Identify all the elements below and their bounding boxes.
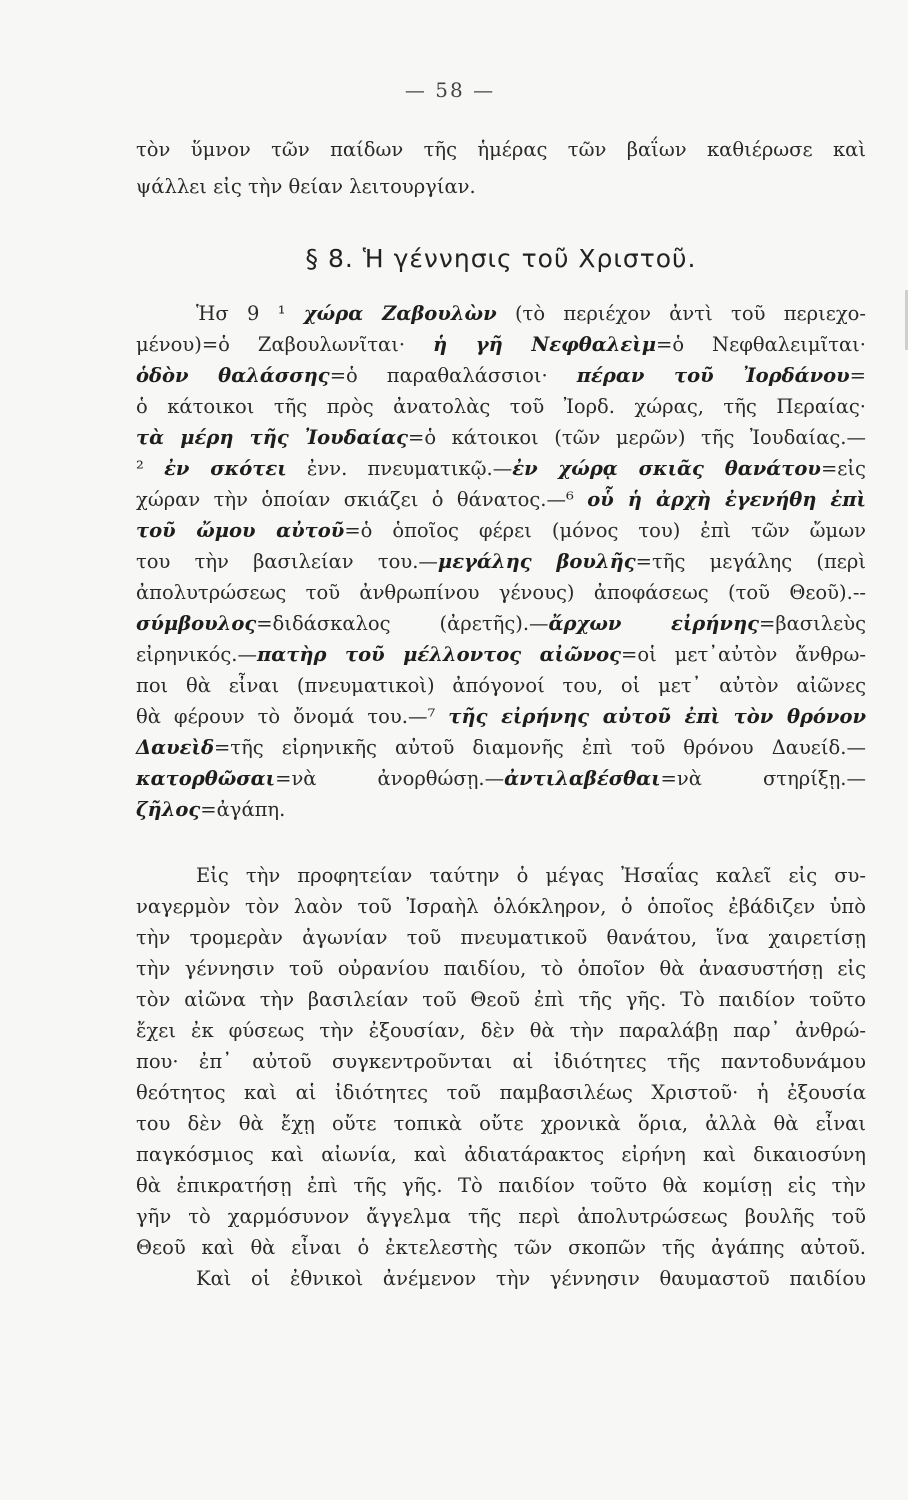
commentary-line: ἀπολυτρώσεως τοῦ ἀνθρωπίνου γένους) ἀποφάσεως (τοῦ Θεοῦ).-- [136, 581, 866, 604]
body-line: τὴν γέννησιν τοῦ οὐρανίου παιδίου, τὸ ὁποῖον θὰ ἀνασυστήσῃ εἰς [136, 957, 866, 980]
commentary-line: ² ἐν σκότει ἐνν. πνευματικῷ.—ἐν χώρᾳ σκιᾶς θανάτου=εἰς [136, 457, 866, 480]
body-line: Καὶ οἱ ἐθνικοὶ ἀνέμενον τὴν γέννησιν θαυμαστοῦ παιδίου [196, 1267, 866, 1290]
body-line: Εἰς τὴν προφητείαν ταύτην ὁ μέγας Ἠσαΐας καλεῖ εἰς συ- [196, 864, 866, 887]
commentary-line: χώραν τὴν ὁποίαν σκιάζει ὁ θάνατος.—⁶ οὗ ἡ ἀρχὴ ἐγενήθη ἐπὶ [136, 488, 866, 511]
commentary-line: τοῦ ὤμου αὐτοῦ=ὁ ὁποῖος φέρει (μόνος του) ἐπὶ τῶν ὤμων [136, 519, 866, 542]
body-line: τὴν τρομερὰν ἀγωνίαν τοῦ πνευματικοῦ θανάτου, ἵνα χαιρετίσῃ [136, 926, 866, 949]
commentary-line: θὰ φέρουν τὸ ὄνομά του.—⁷ τῆς εἰρήνης αὐτοῦ ἐπὶ τὸν θρόνον [136, 705, 866, 728]
commentary-line: σύμβουλος=διδάσκαλος (ἀρετῆς).—ἄρχων εἰρήνης=βασιλεὺς [136, 612, 866, 635]
commentary-line: κατορθῶσαι=νὰ ἀνορθώσῃ.—ἀντιλαβέσθαι=νὰ στηρίξῃ.— [136, 767, 866, 790]
body-line: ἔχει ἐκ φύσεως τὴν ἐξουσίαν, δὲν θὰ τὴν παραλάβῃ παρ᾽ ἀνθρώ- [136, 1019, 866, 1042]
commentary-line: ὁ κάτοικοι τῆς πρὸς ἀνατολὰς τοῦ Ἰορδ. χώρας, τῆς Περαίας· [136, 395, 866, 418]
commentary-line: Ἡσ 9 ¹ χώρα Ζαβουλὼν (τὸ περιέχον ἀντὶ τοῦ περιεχο- [196, 302, 867, 325]
commentary-line: τὰ μέρη τῆς Ἰουδαίας=ὁ κάτοικοι (τῶν μερῶν) τῆς Ἰουδαίας.— [136, 426, 866, 449]
intro-line-2: ψάλλει εἰς τὴν θείαν λειτουργίαν. [136, 175, 476, 198]
body-line: Θεοῦ καὶ θὰ εἶναι ὁ ἐκτελεστὴς τῶν σκοπῶν τῆς ἀγάπης αὐτοῦ. [136, 1236, 866, 1259]
body-line: του δὲν θὰ ἔχῃ οὔτε τοπικὰ οὔτε χρονικὰ ὅρια, ἀλλὰ θὰ εἶναι [136, 1112, 866, 1135]
body-line: θεότητος καὶ αἱ ἰδιότητες τοῦ παμβασιλέως Χριστοῦ· ἡ ἐξουσία [136, 1081, 866, 1104]
commentary-line: του τὴν βασιλείαν του.—μεγάλης βουλῆς=τῆς μεγάλης (περὶ [136, 550, 866, 573]
commentary-line: ζῆλος=ἀγάπη. [136, 798, 286, 821]
body-line: τὸν αἰῶνα τὴν βασιλείαν τοῦ Θεοῦ ἐπὶ τῆς γῆς. Τὸ παιδίον τοῦτο [136, 988, 866, 1011]
body-line: ναγερμὸν τὸν λαὸν τοῦ Ἰσραὴλ ὁλόκληρον, ὁ ὁποῖος ἐβάδιζεν ὑπὸ [136, 895, 866, 918]
body-line: θὰ ἐπικρατήσῃ ἐπὶ τῆς γῆς. Τὸ παιδίον τοῦτο θὰ κομίσῃ εἰς τὴν [136, 1174, 866, 1197]
body-line: γῆν τὸ χαρμόσυνον ἄγγελμα τῆς περὶ ἀπολυτρώσεως βουλῆς τοῦ [136, 1205, 866, 1228]
intro-line-1: τὸν ὕμνον τῶν παίδων τῆς ἡμέρας τῶν βαΐων καθιέρωσε καὶ [136, 138, 866, 161]
section-heading: § 8. Ἡ γέννησις τοῦ Χριστοῦ. [305, 244, 697, 273]
commentary-line: ὁδὸν θαλάσσης=ὁ παραθαλάσσιοι· πέραν τοῦ Ἰορδάνου= [136, 364, 866, 387]
page-number: — 58 — [404, 78, 496, 102]
commentary-line: εἰρηνικός.—πατὴρ τοῦ μέλλοντος αἰῶνος=οἱ μετ᾽αὐτὸν ἄνθρω- [136, 643, 866, 666]
commentary-line: μένου)=ὁ Ζαβουλωνῖται· ἡ γῆ Νεφθαλεὶμ=ὁ Νεφθαλειμῖται· [136, 333, 866, 356]
commentary-line: ποι θὰ εἶναι (πνευματικοὶ) ἀπόγονοί του, οἱ μετ᾽ αὐτὸν αἰῶνες [136, 674, 866, 697]
body-line: που· ἐπ᾽ αὐτοῦ συγκεντροῦνται αἱ ἰδιότητες τῆς παντοδυνάμου [136, 1050, 866, 1073]
body-line: παγκόσμιος καὶ αἰωνία, καὶ ἀδιατάρακτος εἰρήνη καὶ δικαιοσύνη [136, 1143, 866, 1166]
commentary-line: Δαυεὶδ=τῆς εἰρηνικῆς αὐτοῦ διαμονῆς ἐπὶ τοῦ θρόνου Δαυείδ.— [136, 736, 866, 759]
